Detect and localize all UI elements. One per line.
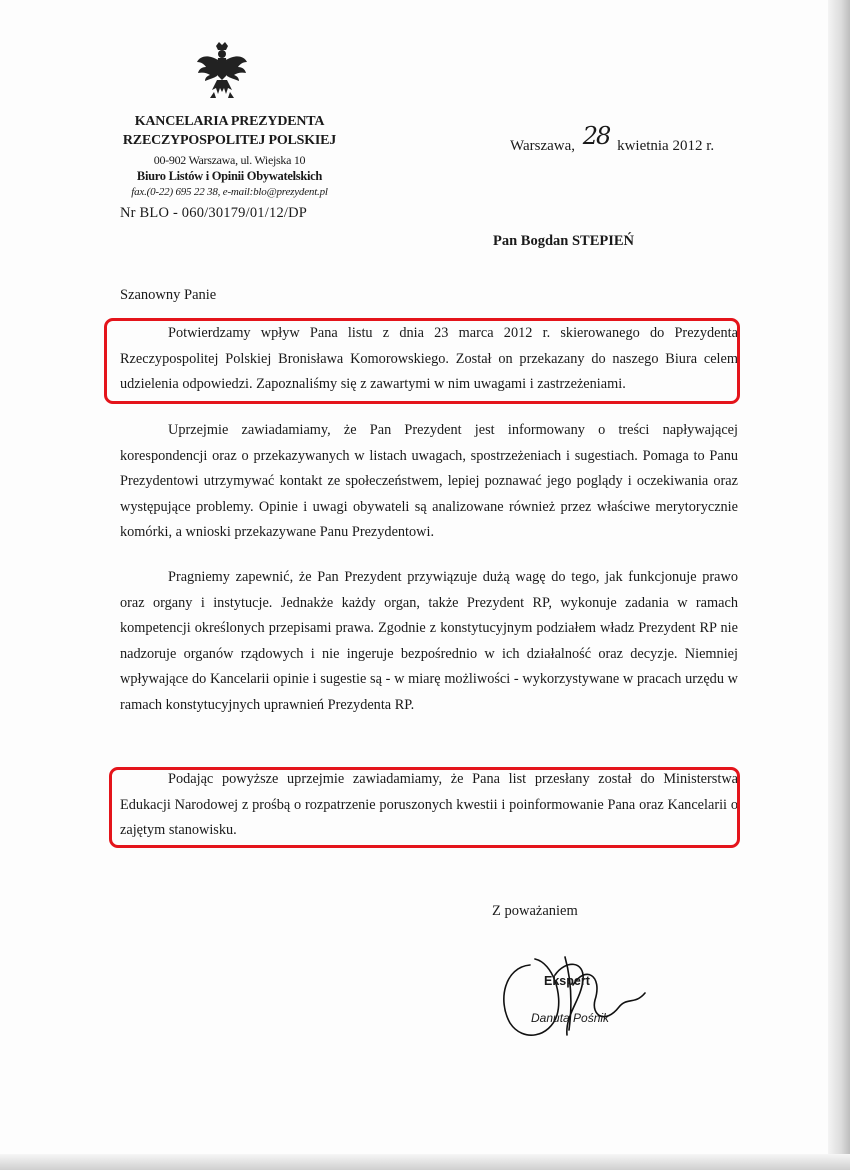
highlight-box-paragraph-4 (109, 767, 740, 848)
highlight-box-paragraph-1 (104, 318, 740, 404)
date-city: Warszawa, (510, 138, 576, 154)
institution-address: 00-902 Warszawa, ul. Wiejska 10 (153, 153, 306, 167)
scan-edge-right (828, 0, 850, 1170)
institution-name-line1: KANCELARIA PREZYDENTA (134, 114, 325, 129)
paragraph-2: Uprzejmie zawiadamiamy, że Pan Prezydent jest informowany o treści napływającej korespondencji oraz o przekazywanych w listach uwagach, spostrzeżeniach i sugestiach. Pomaga to Panu Prezydentowi utrzymywać kontakt ze społeczeństwem, lepiej poznawać jego poglądy i oczekiwania oraz występujące problemy. Opinie i uwagi obywateli są analizowane również przez właściwe merytorycznie komórki, a wnioski przekazywane Panu Prezydentowi. (120, 422, 738, 541)
scan-edge-bottom (0, 1154, 850, 1170)
paragraph-3: Pragniemy zapewnić, że Pan Prezydent przywiązuje dużą wagę do tego, jak funkcjonuje prawo oraz organy i instytucje. Jednakże każdy organ, także Prezydent RP, wykonuje zadania w ramach kompetencji określonych przepisami prawa. Zgodnie z konstytucyjnym podziałem władz Prezydent RP nie nadzoruje organów rządowych i nie ingeruje bezpośrednio w ich działalność oraz decyzje. Niemniej wpływające do Kancelarii opinie i sugestie są - w miarę możliwości - wykorzystywane w pracach urzędu w ramach konstytucyjnych uprawnień Prezydenta RP. (120, 569, 738, 713)
contact-info: fax.(0-22) 695 22 38, e-mail:blo@prezydent.pl (131, 186, 328, 198)
paragraph-4: Podając powyższe uprzejmie zawiadamiamy, że Pana list przesłany został do Ministerstwa Edukacji Narodowej z prośbą o rozpatrzenie poruszonych kwestii i poinformowanie Pana oraz Kancelarii o zajętym stanowisku. (120, 771, 738, 839)
closing-phrase: Z poważaniem (492, 903, 578, 919)
signatory-title: Ekspert (544, 974, 590, 988)
office-name: Biuro Listów i Opinii Obywatelskich (136, 169, 323, 183)
signatory-name: Danuta Pośnik (531, 1011, 610, 1025)
institution-name-line2: RZECZYPOSPOLITEJ POLSKIEJ (122, 133, 337, 148)
handwritten-signature (495, 945, 655, 1045)
sender-block (112, 112, 347, 200)
salutation: Szanowny Panie (120, 287, 217, 303)
eagle-emblem-icon (196, 40, 248, 100)
date-month-year: kwietnia 2012 r. (617, 138, 715, 154)
paragraph-1: Potwierdzamy wpływ Pana listu z dnia 23 marca 2012 r. skierowanego do Prezydenta Rzeczypospolitej Polskiej Bronisława Komorowskiego. Został on przekazany do naszego Biura celem udzielenia odpowiedzi. Zapoznaliśmy się z zawartymi w nim uwagami i zastrzeżeniami. (120, 325, 738, 393)
letter-date (510, 122, 715, 156)
date-day-handwritten: 28 (582, 122, 610, 150)
addressee: Pan Bogdan STEPIEŃ (493, 233, 635, 249)
reference-number: Nr BLO - 060/30179/01/12/DP (120, 205, 308, 221)
